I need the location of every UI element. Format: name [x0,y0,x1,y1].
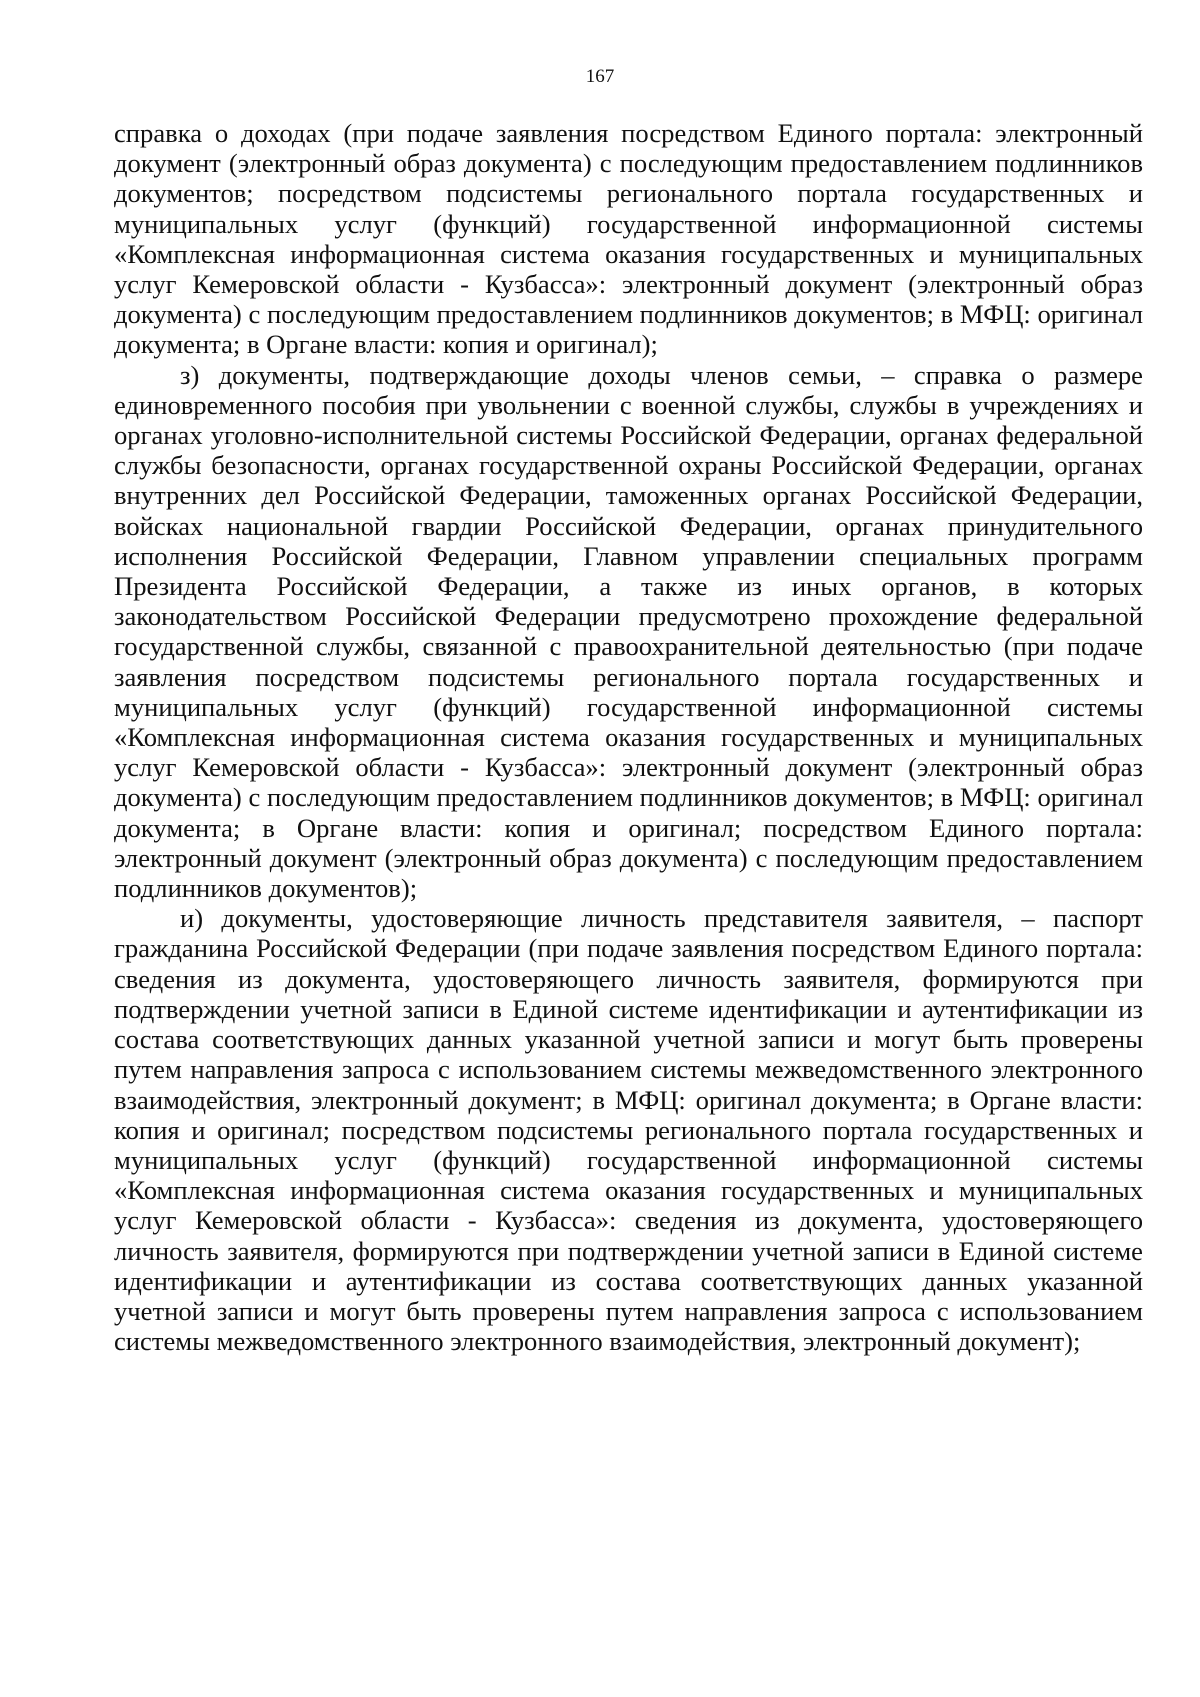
document-body [114,118,1143,1356]
paragraph-item-z: з) документы, подтверждающие доходы членов семьи, – справка о размере единовременного пособия при увольнении с военной службы, службы в учреждениях и органах уголовно-исполнительной системы Российской Федерации, органах федеральной службы безопасности, органах государственной охраны Российской Федерации, органах внутренних дел Российской Федерации, таможенных органах Российской Федерации, войсках национальной гвардии Российской Федерации, органах принудительного исполнения Российской Федерации, Главном управлении специальных программ Президента Российской Федерации, а также из иных органов, в которых законодательством Российской Федерации предусмотрено прохождение федеральной государственной службы, связанной с правоохранительной деятельностью (при подаче заявления посредством подсистемы регионального портала государственных и муниципальных услуг (функций) государственной информационной системы «Комплексная информационная система оказания государственных и муниципальных услуг Кемеровской области - Кузбасса»: электронный документ (электронный образ документа) с последующим предоставлением подлинников документов; в МФЦ: оригинал документа; в Органе власти: копия и оригинал; посредством Единого портала: электронный документ (электронный образ документа) с последующим предоставлением подлинников документов); [114,359,1143,904]
page-number: 167 [585,66,615,87]
paragraph-item-i: и) документы, удостоверяющие личность представителя заявителя, – паспорт гражданина Российской Федерации (при подаче заявления посредством Единого портала: сведения из документа, удостоверяющего личность заявителя, формируются при подтверждении учетной записи в Единой системе идентификации и аутентификации из состава соответствующих данных указанной учетной записи и могут быть проверены путем направления запроса с использованием системы межведомственного электронного взаимодействия, электронный документ; в МФЦ: оригинал документа; в Органе власти: копия и оригинал; посредством подсистемы регионального портала государственных и муниципальных услуг (функций) государственной информационной системы «Комплексная информационная система оказания государственных и муниципальных услуг Кемеровской области - Кузбасса»: сведения из документа, удостоверяющего личность заявителя, формируются при подтверждении учетной записи в Единой системе идентификации и аутентификации из состава соответствующих данных указанной учетной записи и могут быть проверены путем направления запроса с использованием системы межведомственного электронного взаимодействия, электронный документ); [114,903,1143,1357]
paragraph-income-certificate: справка о доходах (при подаче заявления посредством Единого портала: электронный документ (электронный образ документа) с последующим предоставлением подлинников документов; посредством подсистемы регионального портала государственных и муниципальных услуг (функций) государственной информационной системы «Комплексная информационная система оказания государственных и муниципальных услуг Кемеровской области - Кузбасса»: электронный документ (электронный образ документа) с последующим предоставлением подлинников документов; в МФЦ: оригинал документа; в Органе власти: копия и оригинал); [114,118,1143,360]
